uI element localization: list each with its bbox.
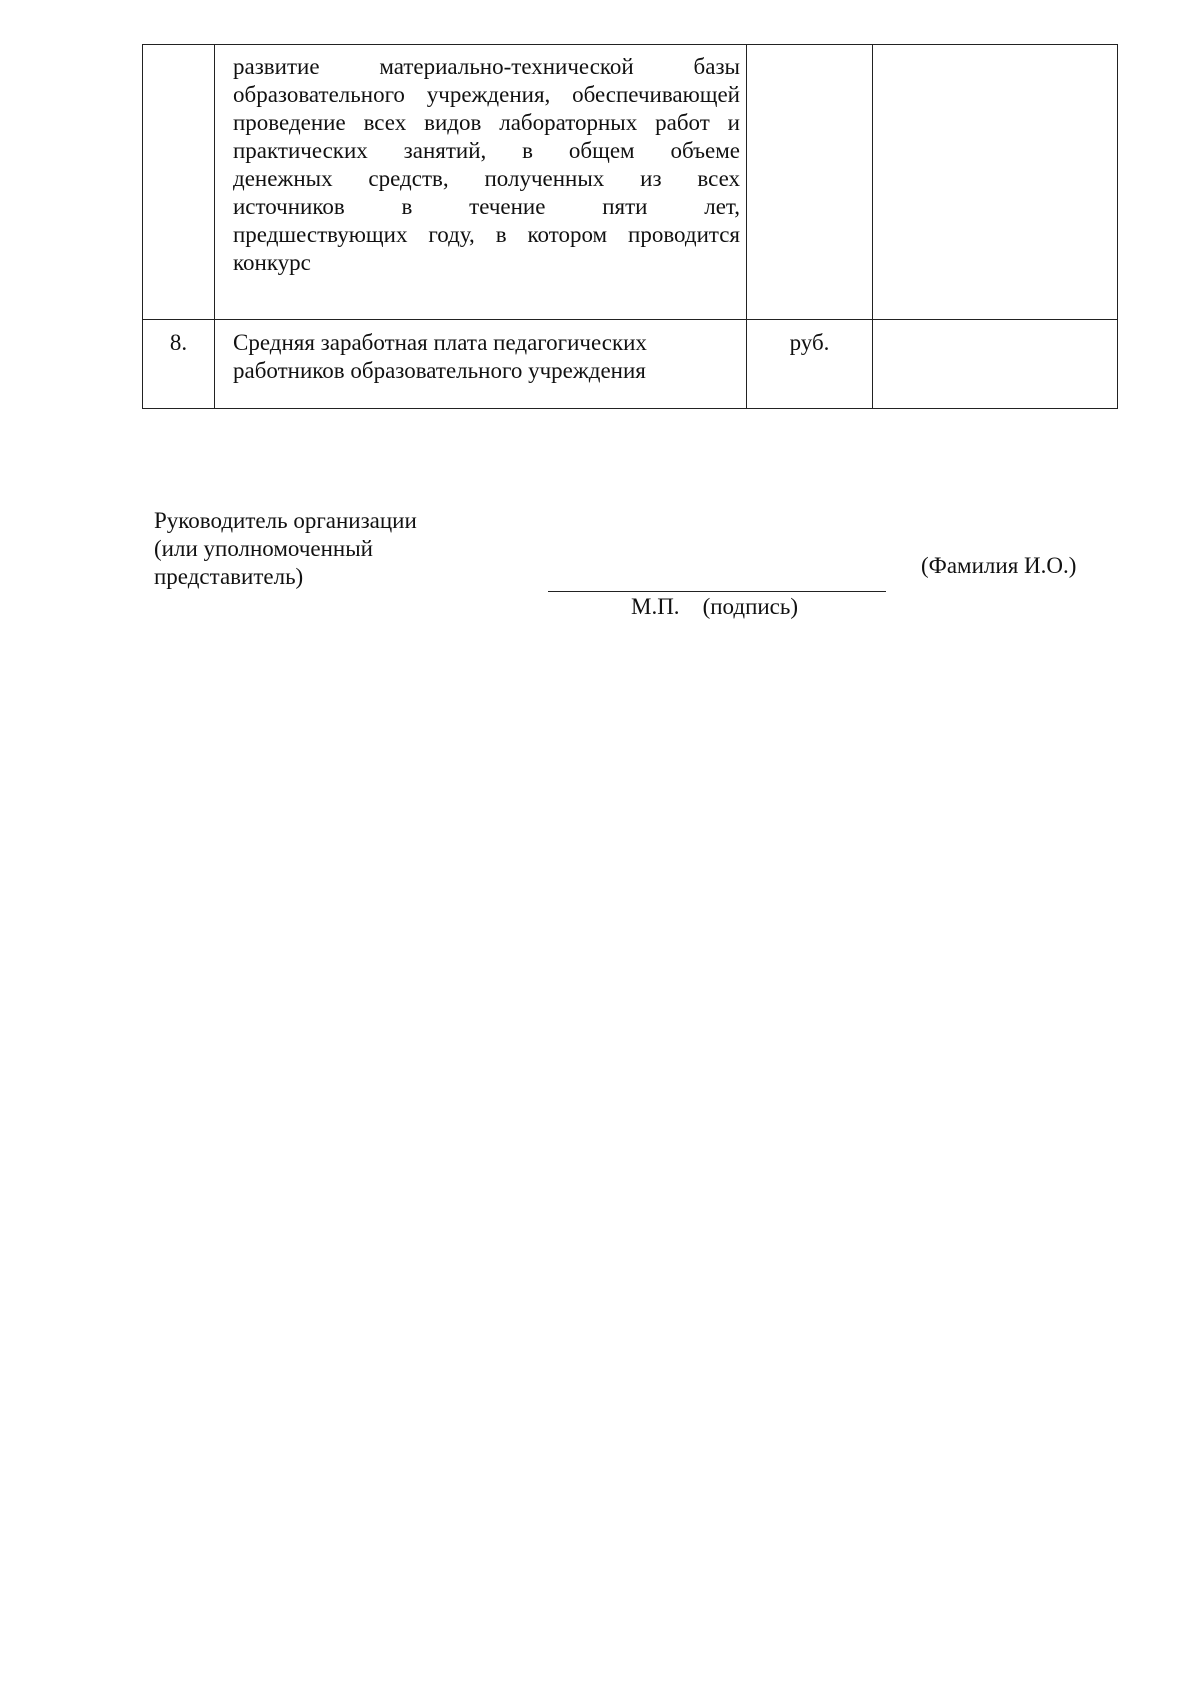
- description-line: денежных средств, полученных из всех: [233, 166, 740, 191]
- row-number-cell: 8.: [143, 320, 215, 409]
- row-value-cell[interactable]: [873, 320, 1118, 409]
- row-unit-cell: [747, 45, 873, 320]
- row-number-cell: [143, 45, 215, 320]
- row-value-cell[interactable]: [873, 45, 1118, 320]
- row-description-cell: [215, 320, 747, 409]
- full-name-label: (Фамилия И.О.): [921, 553, 1077, 578]
- description-line: конкурс: [233, 250, 311, 275]
- signature-caption: [631, 593, 798, 621]
- signatory-role-line: представитель): [154, 564, 304, 589]
- description-line: практических занятий, в общем объеме: [233, 138, 740, 163]
- description-line: предшествующих году, в котором проводится: [233, 222, 740, 247]
- signatory-role-line: Руководитель организации: [154, 508, 417, 533]
- row-description-cell: [215, 45, 747, 320]
- description-line: проведение всех видов лабораторных работ и: [233, 110, 740, 135]
- description-line: развитие материально-технической базы: [233, 54, 740, 79]
- row-unit-cell: руб.: [747, 320, 873, 409]
- stamp-place-label: М.П.: [631, 594, 680, 619]
- signature-line: [548, 591, 886, 592]
- description-line: Средняя заработная плата педагогических: [233, 330, 647, 355]
- signatory-role-line: (или уполномоченный: [154, 536, 373, 561]
- signature-label: (подпись): [702, 594, 799, 619]
- indicators-table: [142, 44, 1118, 409]
- description-line: образовательного учреждения, обеспечивающей: [233, 82, 740, 107]
- table-row: [143, 45, 1118, 320]
- table-row: [143, 320, 1118, 409]
- signatory-role: [154, 507, 417, 591]
- description-line: работников образовательного учреждения: [233, 358, 646, 383]
- description-line: источников в течение пяти лет,: [233, 194, 740, 219]
